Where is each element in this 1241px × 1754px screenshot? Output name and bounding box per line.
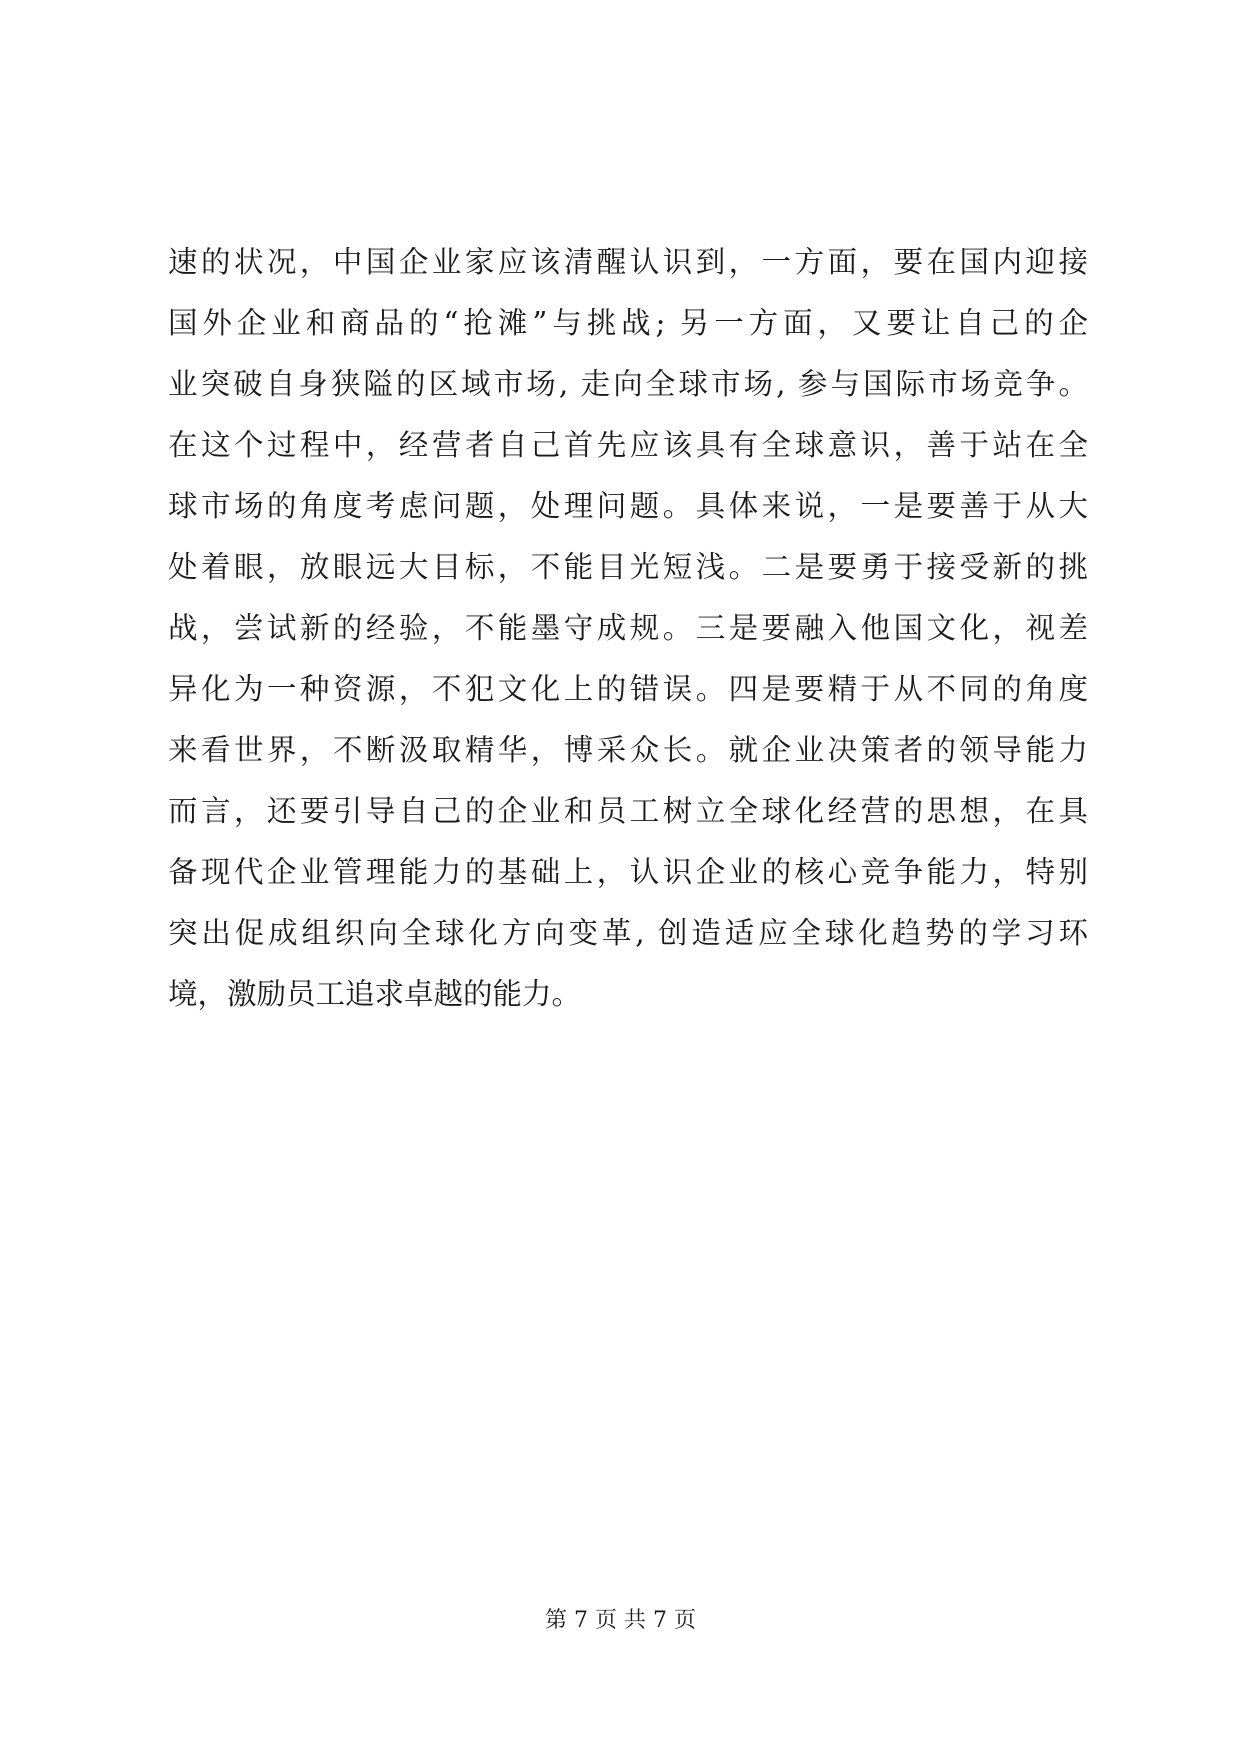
text-line: 突出促成组织向全球化方向变革, 创造适应全球化趋势的学习环 [168, 916, 1088, 950]
text-line: 而言，还要引导自己的企业和员工树立全球化经营的思想，在具 [168, 794, 1088, 828]
text-line: 备现代企业管理能力的基础上，认识企业的核心竞争能力，特别 [168, 855, 1088, 889]
text-line: 异化为一种资源，不犯文化上的错误。四是要精于从不同的角度 [168, 672, 1088, 706]
text-line: 球市场的角度考虑问题，处理问题。具体来说，一是要善于从大 [168, 489, 1088, 523]
text-line: 处着眼，放眼远大目标，不能目光短浅。二是要勇于接受新的挑 [168, 550, 1088, 584]
text-line: 业突破自身狭隘的区域市场, 走向全球市场, 参与国际市场竞争。 [168, 367, 1088, 401]
page-number-footer: 第 7 页 共 7 页 [545, 1608, 696, 1633]
text-line: 在这个过程中，经营者自己首先应该具有全球意识，善于站在全 [168, 428, 1088, 462]
text-line: 速的状况，中国企业家应该清醒认识到，一方面，要在国内迎接 [168, 245, 1088, 279]
text-line: 来看世界，不断汲取精华，博采众长。就企业决策者的领导能力 [168, 733, 1088, 767]
body-paragraph [168, 232, 1088, 1025]
text-line: 国外企业和商品的“抢滩”与挑战; 另一方面，又要让自己的企 [168, 306, 1088, 340]
text-line: 境，激励员工追求卓越的能力。 [168, 977, 582, 1011]
text-line: 战，尝试新的经验，不能墨守成规。三是要融入他国文化，视差 [168, 611, 1088, 645]
